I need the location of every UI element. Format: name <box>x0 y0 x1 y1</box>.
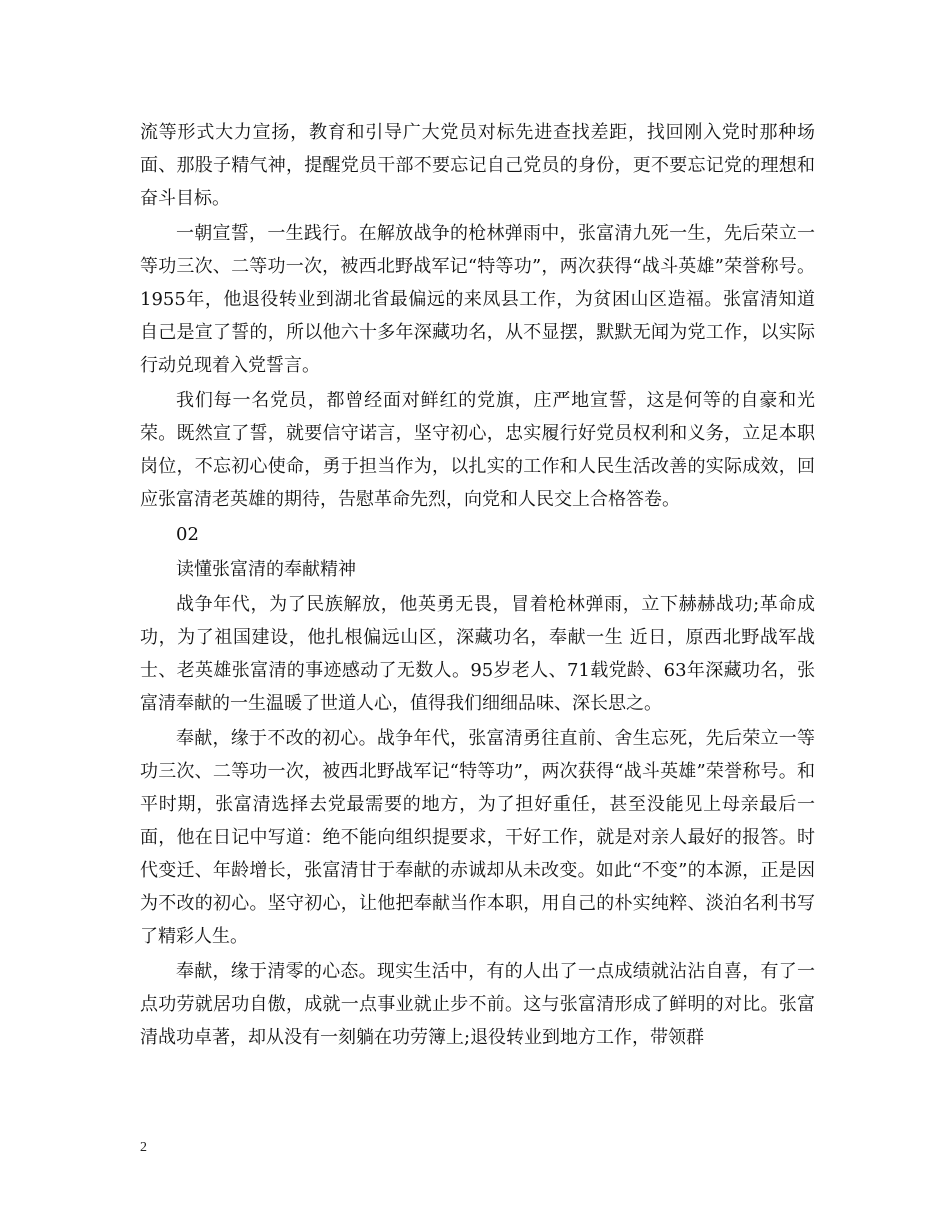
document-body <box>140 116 815 1056</box>
paragraph-party-members: 我们每一名党员，都曾经面对鲜红的党旗，庄严地宣誓，这是何等的自豪和光荣。既然宣了誓，就要信守诺言，坚守初心，忠实履行好党员权利和义务，立足本职岗位，不忘初心使命，勇于担当作为，以扎实的工作和人民生活改善的实际成效，回应张富清老英雄的期待，告慰革命先烈，向党和人民交上合格答卷。 <box>140 390 815 510</box>
paragraph-zero-mindset: 奉献，缘于清零的心态。现实生活中，有的人出了一点成绩就沾沾自喜，有了一点功劳就居功自傲，成就一点事业就止步不前。这与张富清形成了鲜明的对比。张富清战功卓著，却从没有一刻躺在功劳簿上;退役转业到地方工作，带领群 <box>140 961 815 1048</box>
paragraph-war-years: 战争年代，为了民族解放，他英勇无畏，冒着枪林弹雨，立下赫赫战功;革命成功，为了祖国建设，他扎根偏远山区，深藏功名，奉献一生 近日，原西北野战军战士、老英雄张富清的事迹感动了无数人。95岁老人、71载党龄、63年深藏功名，张富清奉献的一生温暖了世道人心，值得我们细细品味、深长思之。 <box>140 594 815 714</box>
paragraph-original-aspiration: 奉献，缘于不改的初心。战争年代，张富清勇往直前、舍生忘死，先后荣立一等功三次、二等功一次，被西北野战军记“特等功”，两次获得“战斗英雄”荣誉称号。和平时期，张富清选择去党最需要的地方，为了担好重任，甚至没能见上母亲最后一面，他在日记中写道：绝不能向组织提要求，干好工作，就是对亲人最好的报答。时代变迁、年龄增长，张富清甘于奉献的赤诚却从未改变。如此“不变”的本源，正是因为不改的初心。坚守初心，让他把奉献当作本职，用自己的朴实纯粹、淡泊名利书写了精彩人生。 <box>140 728 815 947</box>
page-number: 2 <box>140 1140 147 1155</box>
paragraph-continued: 流等形式大力宣扬，教育和引导广大党员对标先进查找差距，找回刚入党时那种场面、那股子精气神，提醒党员干部不要忘记自己党员的身份，更不要忘记党的理想和奋斗目标。 <box>140 122 815 209</box>
paragraph-oath: 一朝宣誓，一生践行。在解放战争的枪林弹雨中，张富清九死一生，先后荣立一等功三次、二等功一次，被西北野战军记“特等功”，两次获得“战斗英雄”荣誉称号。1955年，他退役转业到湖北省最偏远的来凤县工作，为贫困山区造福。张富清知道自己是宣了誓的，所以他六十多年深藏功名，从不显摆，默默无闻为党工作，以实际行动兑现着入党誓言。 <box>140 223 815 376</box>
section-number: 02 <box>176 524 199 545</box>
section-title: 读懂张富清的奉献精神 <box>176 559 356 580</box>
